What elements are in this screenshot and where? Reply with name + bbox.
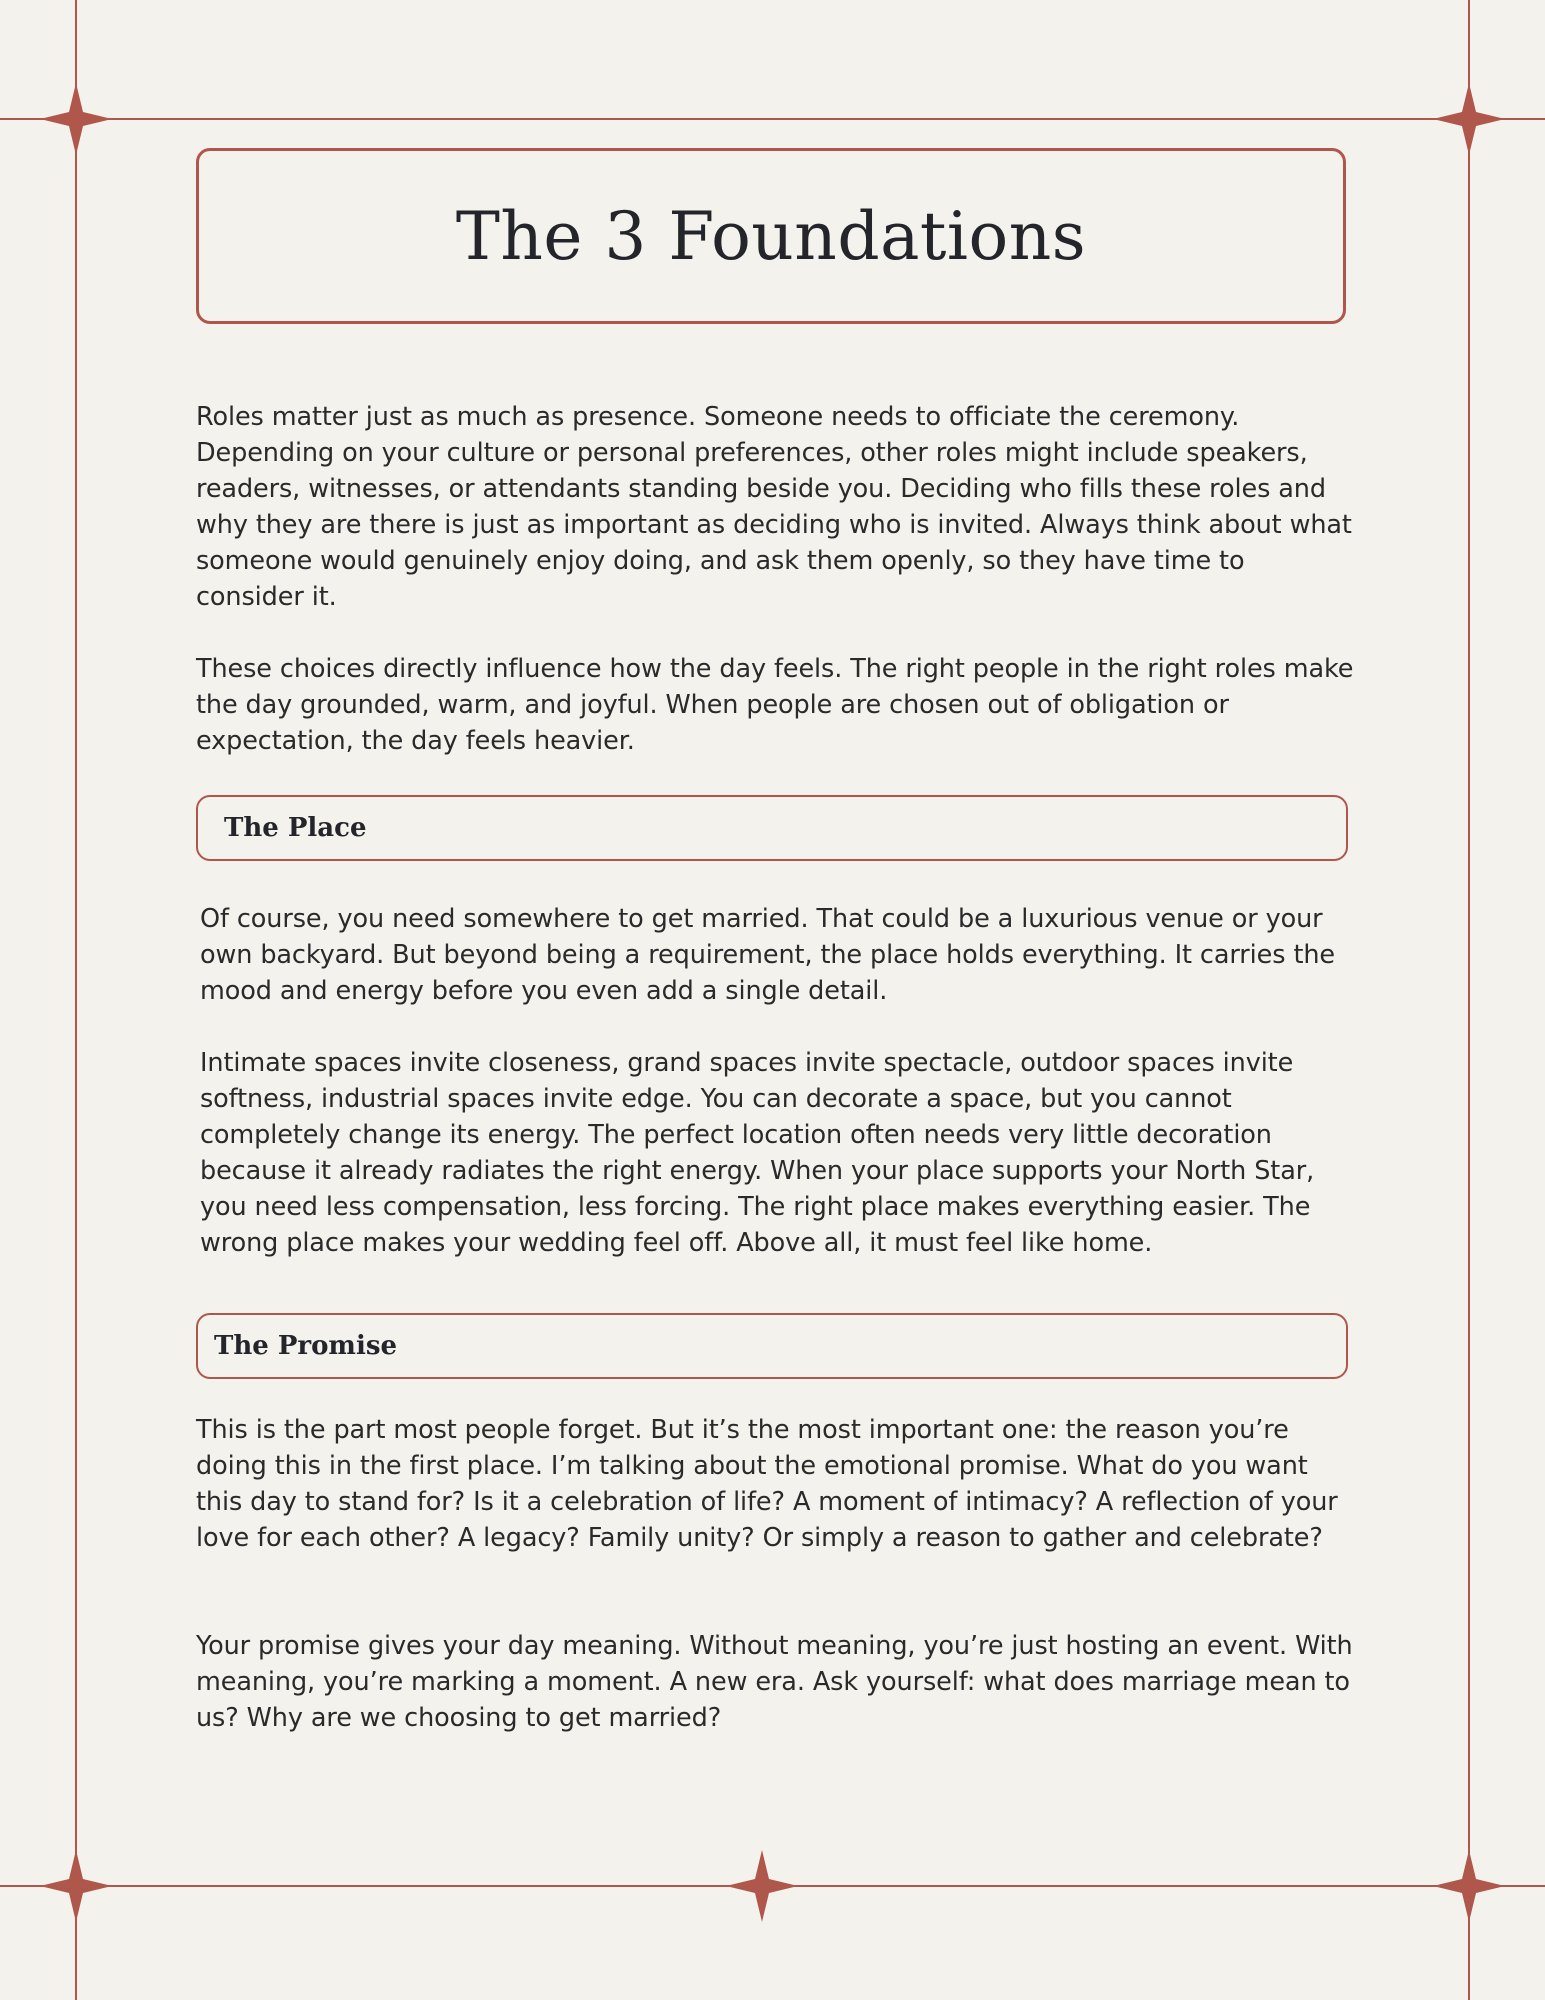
four-point-star-icon [726,1850,798,1922]
section-heading-box-place [196,795,1348,861]
place-paragraph-1: Of course, you need somewhere to get married. That could be a luxurious venue or your own backyard. But beyond being a requirement, the place holds everything. It carries the mood and energy before you even add a single detail. [200,904,1335,1006]
promise-paragraph-2: Your promise gives your day meaning. Without meaning, you’re just hosting an event. With meaning, you’re marking a moment. A new era. Ask yourself: what does marriage mean to us? Why are we choosing to get married? [196,1631,1353,1733]
section-heading-box-promise [196,1313,1348,1379]
section-heading-place: The Place [224,813,367,843]
section-heading-promise: The Promise [214,1331,398,1361]
intro-paragraph-2: These choices directly influence how the day feels. The right people in the right roles make the day grounded, warm, and joyful. When people are chosen out of obligation or expectation, the day feels heavier. [196,654,1354,756]
title-box [196,148,1346,324]
left-frame-line [75,0,77,2000]
intro-paragraph-1: Roles matter just as much as presence. Someone needs to officiate the ceremony. Depending on your culture or personal preferences, other roles might include speakers, readers, witnesses, or attendants standing beside you. Deciding who fills these roles and why they are there is just as important as deciding who is invited. Always think about what someone would genuinely enjoy doing, and ask them openly, so they have time to consider it. [196,402,1352,612]
four-point-star-icon [40,83,112,155]
four-point-star-icon [1433,1850,1505,1922]
right-frame-line [1468,0,1470,2000]
page-title: The 3 Foundations [455,197,1087,275]
four-point-star-icon [1433,83,1505,155]
place-paragraph-2: Intimate spaces invite closeness, grand spaces invite spectacle, outdoor spaces invite softness, industrial spaces invite edge. You can decorate a space, but you cannot completely change its energy. The perfect location often needs very little decoration because it already radiates the right energy. When your place supports your North Star, you need less compensation, less forcing. The right place makes everything easier. The wrong place makes your wedding feel off. Above all, it must feel like home. [200,1048,1315,1258]
top-frame-line [0,118,1545,120]
four-point-star-icon [40,1850,112,1922]
promise-paragraph-1: This is the part most people forget. But it’s the most important one: the reason you’re doing this in the first place. I’m talking about the emotional promise. What do you want this day to stand for? Is it a celebration of life? A moment of intimacy? A reflection of your love for each other? A legacy? Family unity? Or simply a reason to gather and celebrate? [196,1415,1338,1553]
